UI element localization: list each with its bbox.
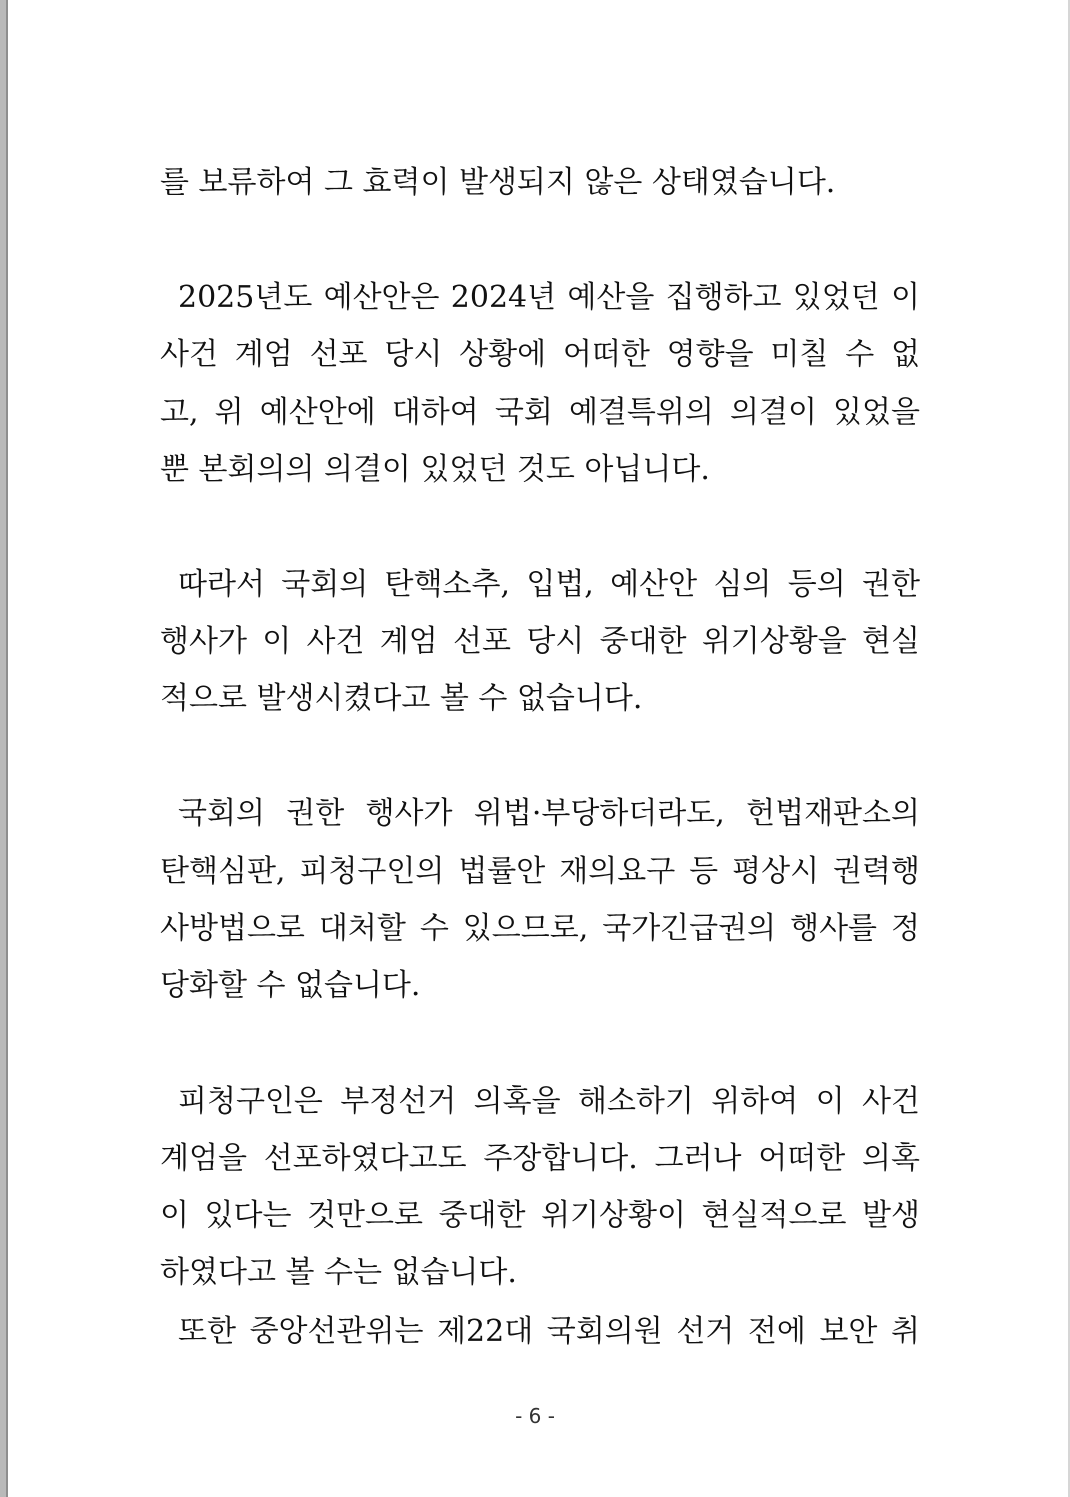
body-text-line: 당화할 수 없습니다. [160,968,421,1003]
page-left-edge [0,0,8,1497]
body-text-line: 따라서 국회의 탄핵소추, 입법, 예산안 심의 등의 권한 [178,567,920,602]
body-text-line: 국회의 권한 행사가 위법·부당하더라도, 헌법재판소의 [178,796,920,831]
page-number: - 6 - [515,1404,555,1428]
body-text-line: 하였다고 볼 수는 없습니다. [160,1255,517,1290]
body-text-line: 이 있다는 것만으로 중대한 위기상황이 현실적으로 발생 [160,1198,920,1233]
body-text-line: 뿐 본회의의 의결이 있었던 것도 아닙니다. [160,452,710,487]
body-text-line: 를 보류하여 그 효력이 발생되지 않은 상태였습니다. [160,165,836,200]
body-text-line: 또한 중앙선관위는 제22대 국회의원 선거 전에 보안 취 [178,1314,920,1349]
body-text-line: 행사가 이 사건 계엄 선포 당시 중대한 위기상황을 현실 [160,624,920,659]
body-text-line: 2025년도 예산안은 2024년 예산을 집행하고 있었던 이 [178,280,920,315]
body-text-line: 고, 위 예산안에 대하여 국회 예결특위의 의결이 있었을 [160,395,920,430]
body-text-line: 사건 계엄 선포 당시 상황에 어떠한 영향을 미칠 수 없 [160,337,920,372]
body-text-line: 적으로 발생시켰다고 볼 수 없습니다. [160,681,643,716]
body-text-line: 계엄을 선포하였다고도 주장합니다. 그러나 어떠한 의혹 [160,1141,920,1176]
body-text-line: 사방법으로 대처할 수 있으므로, 국가긴급권의 행사를 정 [160,911,920,946]
body-text-line: 피청구인은 부정선거 의혹을 해소하기 위하여 이 사건 [178,1084,920,1119]
body-text-line: 탄핵심판, 피청구인의 법률안 재의요구 등 평상시 권력행 [160,854,920,889]
